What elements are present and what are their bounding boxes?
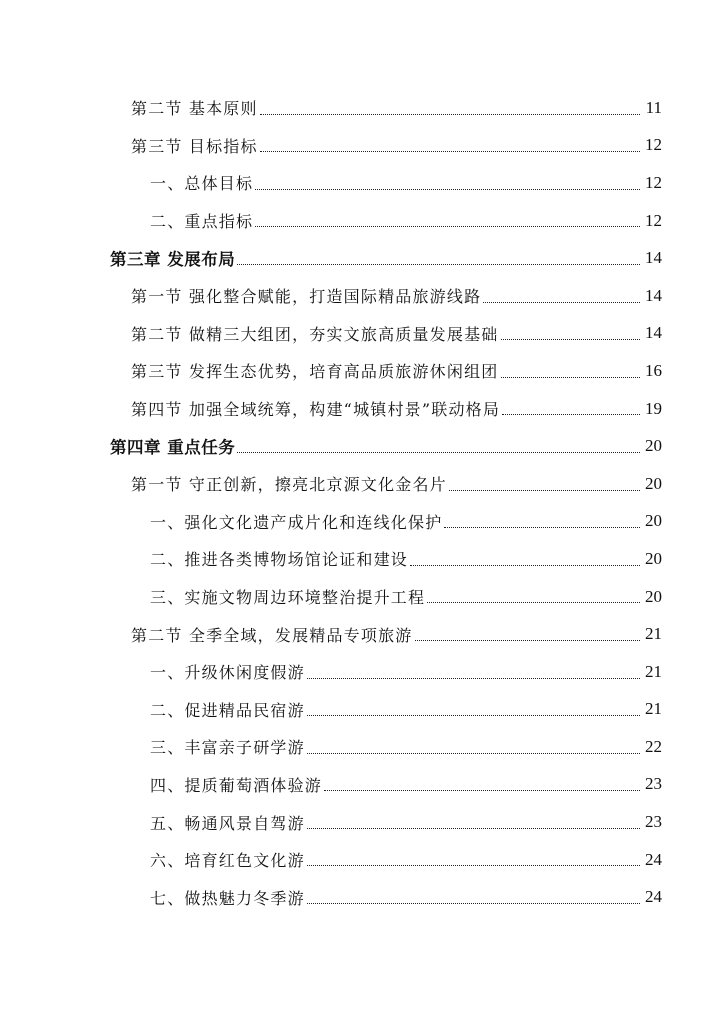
dot-leader [307,753,640,754]
toc-entry-item[interactable] [0,841,724,879]
toc-entry-title: 三、丰富亲子研学游 [150,738,305,758]
dot-leader [410,565,640,566]
toc-entry-item[interactable] [0,653,724,691]
toc-entry-page-number: 20 [645,473,662,493]
toc-entry-page-number: 11 [645,97,662,117]
toc-entry-title: 二、推进各类博物场馆论证和建设 [150,550,409,570]
toc-entry-page-number: 23 [645,812,662,832]
toc-entry-title: 第二节 全季全域，发展精品专项旅游 [131,625,413,645]
toc-entry-page-number: 21 [645,699,662,719]
toc-entry-item[interactable] [0,164,724,202]
dot-leader [307,715,640,716]
toc-entry-item[interactable] [0,766,724,804]
toc-entry-chapter[interactable] [0,239,724,277]
dot-leader [415,640,641,641]
toc-entry-chapter[interactable] [0,427,724,465]
toc-entry-title: 第二节 做精三大组团，夯实文旅高质量发展基础 [131,324,499,344]
toc-entry-title: 一、强化文化遗产成片化和连线化保护 [150,512,443,532]
dot-leader [307,903,640,904]
toc-entry-page-number: 14 [645,248,662,268]
toc-entry-title: 一、总体目标 [150,174,254,194]
dot-leader [260,114,640,115]
toc-entry-section[interactable] [0,352,724,390]
table-of-contents [0,89,724,916]
dot-leader [237,452,640,453]
toc-entry-page-number: 20 [645,511,662,531]
toc-entry-page-number: 19 [645,398,662,418]
dot-leader [427,602,640,603]
toc-entry-title: 三、实施文物周边环境整治提升工程 [150,588,426,608]
dot-leader [237,264,640,265]
toc-entry-item[interactable] [0,691,724,729]
dot-leader [260,151,640,152]
toc-entry-title: 第三章 发展布局 [110,250,236,270]
dot-leader [444,527,640,528]
dot-leader [307,828,640,829]
dot-leader [501,339,641,340]
toc-entry-page-number: 14 [645,323,662,343]
toc-entry-section[interactable] [0,615,724,653]
toc-entry-section[interactable] [0,127,724,165]
toc-entry-title: 六、培育红色文化游 [150,851,305,871]
toc-entry-page-number: 12 [645,210,662,230]
toc-entry-page-number: 12 [645,172,662,192]
toc-entry-section[interactable] [0,390,724,428]
toc-entry-page-number: 23 [645,774,662,794]
toc-entry-page-number: 16 [645,360,662,380]
toc-entry-section[interactable] [0,277,724,315]
toc-entry-item[interactable] [0,728,724,766]
toc-entry-page-number: 21 [645,661,662,681]
toc-entry-page-number: 22 [645,736,662,756]
dot-leader [307,678,640,679]
toc-entry-title: 第四章 重点任务 [110,438,236,458]
toc-entry-item[interactable] [0,540,724,578]
toc-entry-page-number: 14 [645,285,662,305]
toc-entry-title: 第一节 强化整合赋能，打造国际精品旅游线路 [131,287,482,307]
toc-entry-item[interactable] [0,202,724,240]
toc-entry-title: 第二节 基本原则 [131,99,258,119]
dot-leader [501,377,641,378]
toc-entry-title: 第四节 加强全域统筹，构建“城镇村景”联动格局 [131,400,501,420]
toc-entry-title: 第三节 发挥生态优势，培育高品质旅游休闲组团 [131,362,499,382]
toc-entry-title: 四、提质葡萄酒体验游 [150,775,323,795]
toc-entry-page-number: 21 [645,624,662,644]
dot-leader [502,414,640,415]
dot-leader [255,226,640,227]
toc-entry-page-number: 20 [645,436,662,456]
toc-entry-item[interactable] [0,803,724,841]
toc-entry-item[interactable] [0,503,724,541]
dot-leader [483,302,640,303]
toc-entry-section[interactable] [0,465,724,503]
toc-entry-section[interactable] [0,89,724,127]
toc-entry-page-number: 24 [645,887,662,907]
dot-leader [324,790,640,791]
toc-entry-title: 二、促进精品民宿游 [150,700,305,720]
toc-entry-page-number: 12 [645,135,662,155]
toc-entry-item[interactable] [0,578,724,616]
dot-leader [307,865,640,866]
dot-leader [449,490,640,491]
toc-entry-title: 五、畅通风景自驾游 [150,813,305,833]
toc-entry-item[interactable] [0,878,724,916]
toc-entry-title: 第一节 守正创新，擦亮北京源文化金名片 [131,475,447,495]
toc-entry-title: 七、做热魅力冬季游 [150,888,305,908]
toc-entry-title: 第三节 目标指标 [131,136,258,156]
toc-entry-section[interactable] [0,315,724,353]
toc-entry-page-number: 20 [645,548,662,568]
toc-entry-page-number: 20 [645,586,662,606]
toc-entry-title: 二、重点指标 [150,212,254,232]
toc-entry-title: 一、升级休闲度假游 [150,663,305,683]
dot-leader [255,189,640,190]
toc-entry-page-number: 24 [645,849,662,869]
